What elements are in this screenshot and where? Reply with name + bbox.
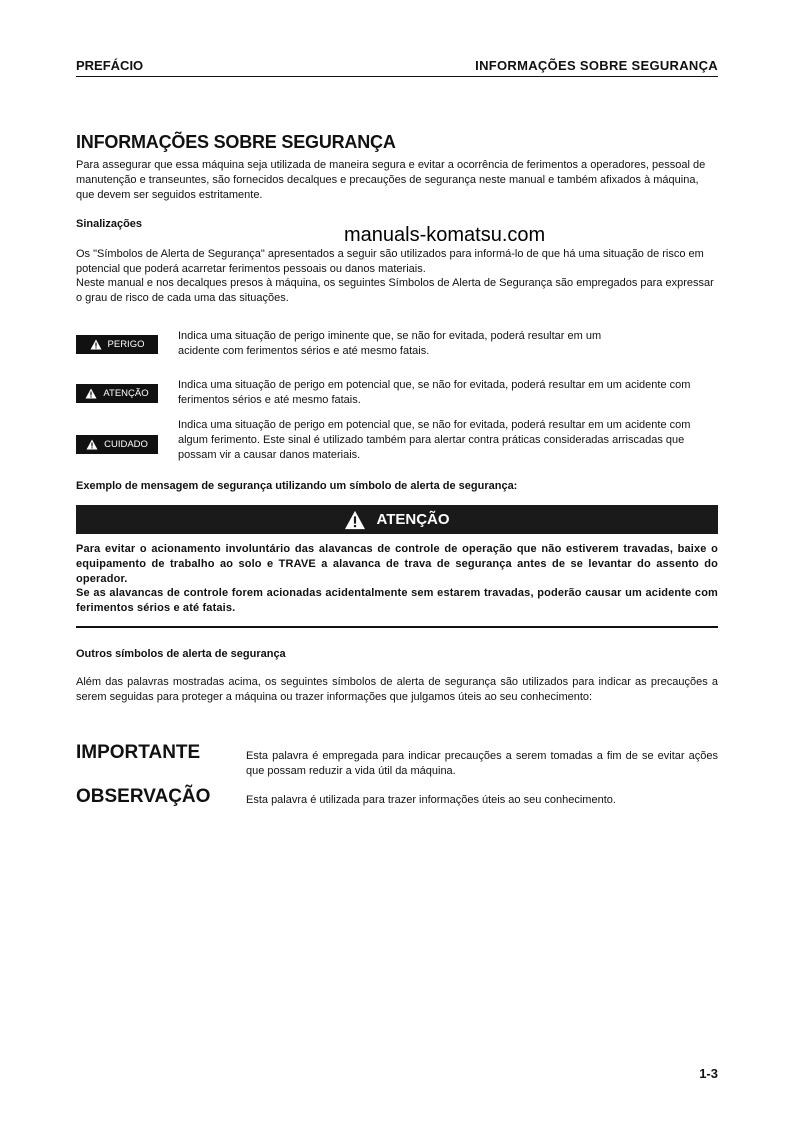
page-title: INFORMAÇÕES SOBRE SEGURANÇA — [76, 132, 396, 152]
example-message-line-1: Para evitar o acionamento involuntário das alavancas de controle de operação que não estiverem travadas, baixe o equipamento de trabalho ao solo e TRAVE a alavanca de trava de segurança antes de se levantar do assento do operador. — [76, 543, 718, 585]
note-description: Esta palavra é utilizada para trazer informações úteis ao seu conhecimento. — [246, 794, 616, 806]
example-message — [76, 542, 718, 616]
caution-badge — [76, 435, 158, 454]
important-description: Esta palavra é empregada para indicar precauções a serem tomadas a fim de se evitar ações que possam reduzir a vida útil da máquina. — [246, 750, 718, 777]
intro-paragraph: Para assegurar que essa máquina seja utilizada de maneira segura e evitar a ocorrência de ferimentos a operadores, pessoal de manutenção e transeuntes, são fornecidos decalques e precauções de segurança neste manual e também afixados à máquina, que devem ser seguidos estritamente. — [76, 159, 706, 201]
example-message-line-2: Se as alavancas de controle forem acionadas acidentalmente sem estarem travadas, poderão causar um acidente com ferimentos sérios e até fatais. — [76, 587, 718, 615]
warning-triangle-icon — [344, 510, 366, 530]
danger-badge — [76, 335, 158, 354]
page-number: 1-3 — [699, 1066, 718, 1081]
other-symbols-heading: Outros símbolos de alerta de segurança — [76, 648, 286, 660]
warning-triangle-icon — [86, 439, 98, 450]
caution-badge-label: CUIDADO — [104, 439, 148, 450]
warning-badge-label: ATENÇÃO — [103, 388, 149, 399]
important-label: IMPORTANTE — [76, 742, 201, 763]
other-symbols-paragraph: Além das palavras mostradas acima, os seguintes símbolos de alerta de segurança são utilizados para indicar as precauções a serem seguidas para proteger a máquina ou trazer informações que julgamos úteis ao seu conhecimento: — [76, 676, 718, 703]
signals-paragraph-2: Neste manual e nos decalques presos à máquina, os seguintes Símbolos de Alerta de Segurança são empregados para expressar o grau de risco de cada uma das situações. — [76, 277, 714, 304]
warning-triangle-icon — [85, 388, 97, 399]
danger-description: Indica uma situação de perigo iminente que, se não for evitada, poderá resultar em um acidente com ferimentos sérios e até mesmo fatais. — [178, 330, 602, 357]
attention-banner — [76, 505, 718, 534]
note-label: OBSERVAÇÃO — [76, 786, 211, 807]
danger-badge-label: PERIGO — [107, 339, 145, 350]
caution-description: Indica uma situação de perigo em potencial que, se não for evitada, poderá resultar em um acidente com algum ferimento. Este sinal é utilizado também para alertar contra práticas consideradas arriscadas que possam vir a causar danos materiais. — [178, 419, 691, 461]
warning-description: Indica uma situação de perigo em potencial que, se não for evitada, poderá resultar em um acidente com ferimentos sérios e até mesmo fatais. — [178, 379, 691, 406]
header-chapter-title: INFORMAÇÕES SOBRE SEGURANÇA — [475, 58, 718, 73]
header-section-label: PREFÁCIO — [76, 58, 144, 73]
watermark-text: manuals-komatsu.com — [344, 224, 546, 246]
warning-triangle-icon — [90, 339, 102, 350]
example-heading: Exemplo de mensagem de segurança utilizando um símbolo de alerta de segurança: — [76, 480, 518, 492]
section-divider — [76, 626, 718, 628]
header-divider — [76, 76, 718, 77]
attention-banner-label: ATENÇÃO — [376, 511, 450, 528]
warning-badge — [76, 384, 158, 403]
signals-heading: Sinalizações — [76, 218, 143, 230]
signals-paragraph-1: Os "Símbolos de Alerta de Segurança" apresentados a seguir são utilizados para informá-lo de que há uma situação de risco em potencial que poderá acarretar ferimentos pessoais ou danos materiais. — [76, 248, 704, 275]
